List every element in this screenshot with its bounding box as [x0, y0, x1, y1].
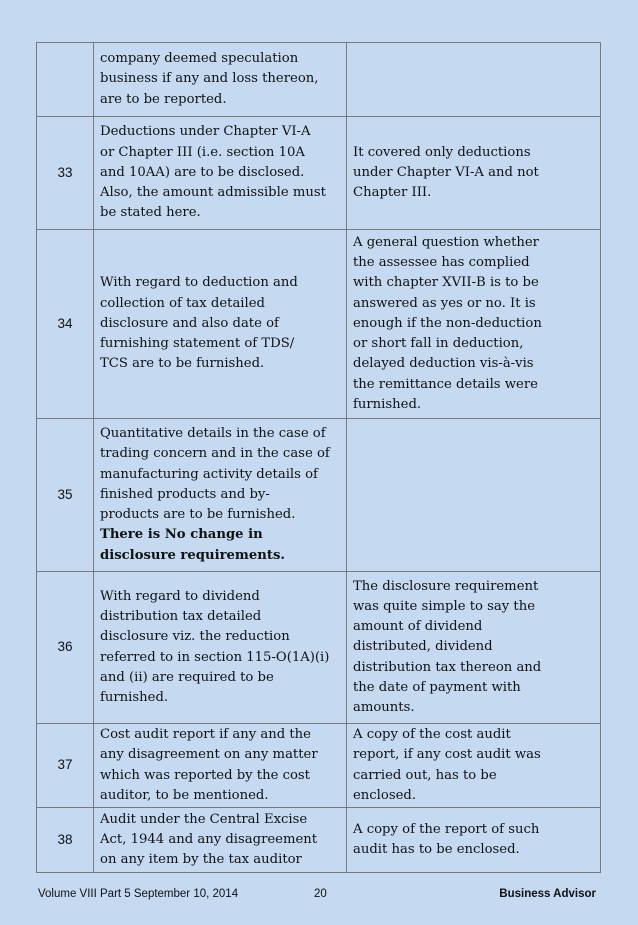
note-text: The disclosure requirement was quite simple to say the amount of dividend distributed, dividend distribution tax thereon and the date of payment with amounts.	[353, 578, 542, 715]
note-cell	[347, 724, 601, 808]
table-row	[37, 230, 601, 419]
table-row	[37, 808, 601, 873]
note-text: It covered only deductions under Chapter VI-A and not Chapter III.	[353, 144, 539, 201]
table-row	[37, 117, 601, 230]
table-row	[37, 724, 601, 808]
comparison-table	[36, 42, 601, 873]
page-number: 20	[314, 888, 327, 900]
requirement-cell	[94, 230, 347, 419]
table-row	[37, 43, 601, 117]
requirement-text: Deductions under Chapter VI-A or Chapter III (i.e. section 10A and 10AA) are to be disclosed. Also, the amount admissible must be stated here.	[100, 124, 326, 221]
requirement-text: Quantitative details in the case of trading concern and in the case of manufacturing activity details of finished products and by- products are to be furnished.	[100, 426, 330, 523]
page-footer	[38, 888, 596, 906]
requirement-cell	[94, 117, 347, 230]
requirement-cell	[94, 419, 347, 572]
requirement-text: Audit under the Central Excise Act, 1944 and any disagreement on any item by the tax auditor	[100, 811, 318, 868]
note-cell	[347, 230, 601, 419]
requirement-cell	[94, 808, 347, 873]
row-number: 38	[37, 808, 94, 873]
note-text: A copy of the cost audit report, if any cost audit was carried out, has to be enclosed.	[353, 727, 541, 803]
requirement-cell	[94, 572, 347, 724]
requirement-text: With regard to dividend distribution tax detailed disclosure viz. the reduction referred to in section 115-O(1A)(i) and (ii) are required to be furnished.	[100, 588, 330, 705]
row-number	[37, 43, 94, 117]
footer-title: Business Advisor	[499, 888, 596, 900]
requirement-emphasis: There is No change in disclosure requirements.	[100, 527, 285, 563]
note-cell	[347, 117, 601, 230]
row-number: 33	[37, 117, 94, 230]
note-cell	[347, 43, 601, 117]
note-cell	[347, 419, 601, 572]
row-number: 35	[37, 419, 94, 572]
table-row	[37, 419, 601, 572]
requirement-text: With regard to deduction and collection of tax detailed disclosure and also date of furnishing statement of TDS/ TCS are to be furnished.	[100, 275, 298, 372]
row-number: 34	[37, 230, 94, 419]
requirement-text: company deemed speculation business if any and loss thereon, are to be reported.	[100, 51, 319, 107]
note-text: A general question whether the assessee has complied with chapter XVII-B is to be answered as yes or no. It is enough if the non-deduction or short fall in deduction, delayed deduction vis-à-vis the remittance details were furnished.	[353, 235, 542, 412]
note-cell	[347, 572, 601, 724]
table-row	[37, 572, 601, 724]
footer-publication: Volume VIII Part 5 September 10, 2014	[38, 888, 239, 900]
row-number: 36	[37, 572, 94, 724]
requirement-text: Cost audit report if any and the any disagreement on any matter which was reported by the cost auditor, to be mentioned.	[100, 727, 318, 803]
note-text: A copy of the report of such audit has to be enclosed.	[353, 821, 540, 857]
row-number: 37	[37, 724, 94, 808]
note-cell	[347, 808, 601, 873]
requirement-cell	[94, 43, 347, 117]
requirement-cell	[94, 724, 347, 808]
